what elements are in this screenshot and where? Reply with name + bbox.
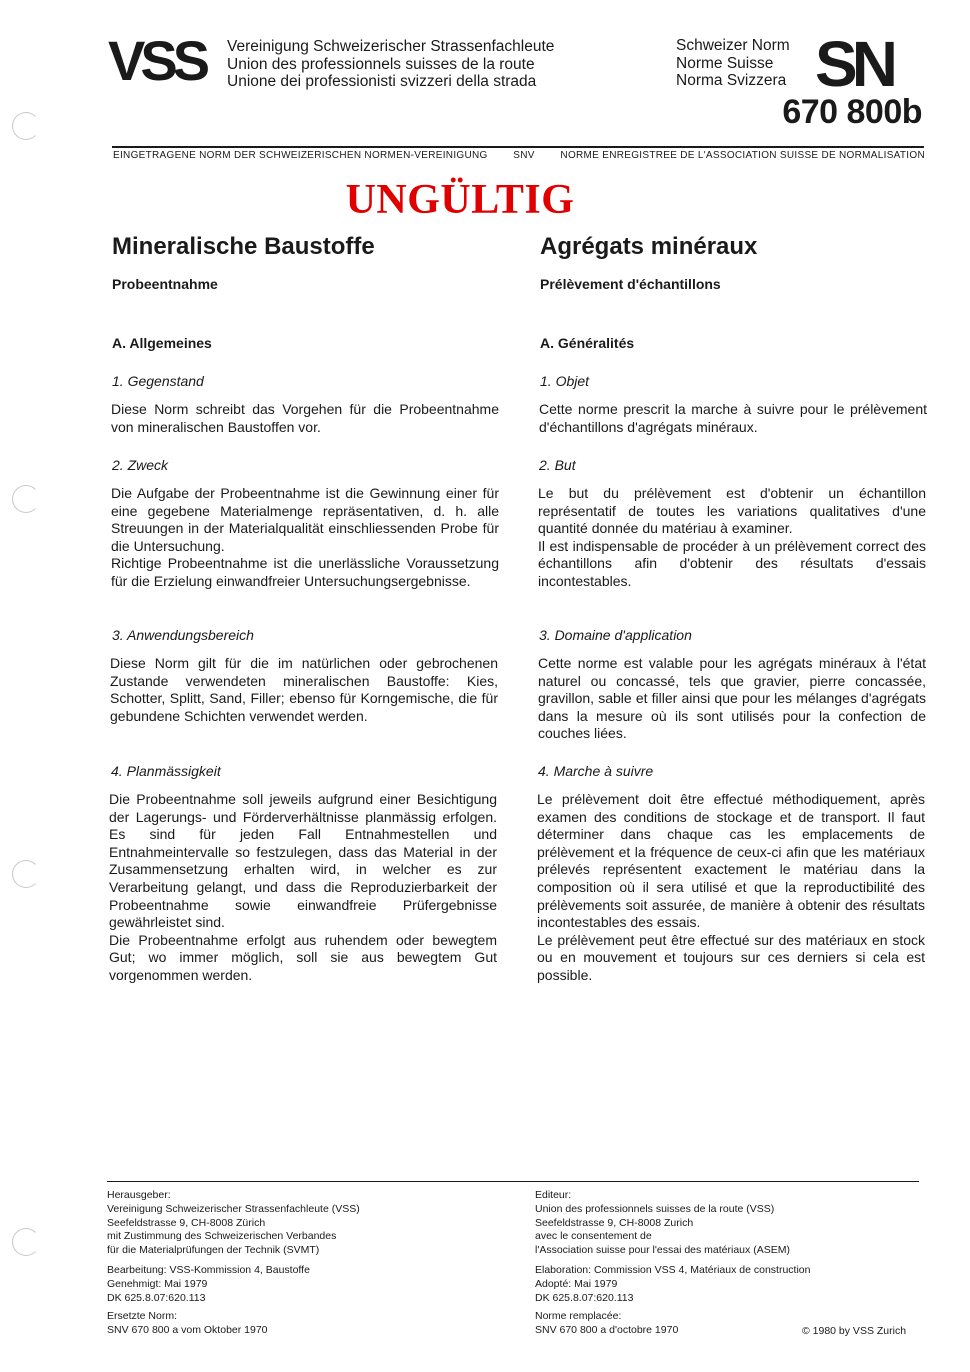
subtitle-de: Probeentnahme (112, 276, 218, 292)
title-de: Mineralische Baustoffe (112, 233, 375, 260)
invalid-stamp: UNGÜLTIG (345, 177, 575, 223)
vss-logo (108, 34, 220, 91)
paragraph-text: Cette norme est valable pour les agrégats minéraux à l'état naturel ou concassé, tels que gravier, pierre concassée, gravillon, sable et filler ainsi que pour les mélanges d'agrégats dans la mesure où ils sont utilisés pour la confection de couches liées. (538, 655, 926, 742)
header-divider (112, 146, 924, 148)
footer-publisher-de (107, 1189, 467, 1258)
paragraph-text: Il est indispensable de procéder à un prélèvement correct des échantillons afin d'obtenir des résultats d'essais incontestables. (538, 537, 926, 589)
standard-label-fr: Norme Suisse (676, 54, 774, 72)
paragraph-marche (537, 791, 925, 985)
punch-hole (12, 860, 40, 888)
sn-logo (815, 36, 927, 95)
footer-line: Herausgeber: (107, 1189, 171, 1201)
heading-domaine: 3. Domaine d'application (539, 627, 692, 643)
footer-replaced-de (107, 1310, 467, 1338)
heading-but: 2. But (539, 457, 576, 473)
subtitle-fr: Prélèvement d'échantillons (540, 276, 721, 292)
footer-work-fr (535, 1264, 895, 1305)
paragraph-text: Diese Norm schreibt das Vorgehen für die Probeentnahme von mineralischen Baustoffen vor. (111, 401, 499, 435)
footer-line: Union des professionnels suisses de la route (VSS) (535, 1202, 775, 1215)
footer-line: Elaboration: Commission VSS 4, Matériaux de construction (535, 1264, 811, 1276)
footer-line: DK 625.8.07:620.113 (535, 1291, 634, 1304)
registration-fr: NORME ENREGISTREE DE L'ASSOCIATION SUISSE DE NORMALISATION (560, 150, 925, 161)
paragraph-zweck (111, 485, 499, 591)
paragraph-but (538, 485, 926, 591)
footer-line: SNV 670 800 a d'octobre 1970 (535, 1323, 679, 1336)
punch-hole (12, 485, 40, 513)
punch-hole (12, 112, 40, 140)
standard-label-it: Norma Svizzera (676, 72, 787, 89)
paragraph-text: Die Aufgabe der Probeentnahme ist die Gewinnung einer für eine gegebene Materialmenge repräsentativen, d. h. alle Streuungen in der Materialqualität einschliessenden Probe für die Untersuchung. (111, 485, 499, 554)
footer-line: DK 625.8.07:620.113 (107, 1291, 206, 1304)
svg-text:SN: SN (815, 36, 892, 90)
heading-zweck: 2. Zweck (112, 457, 169, 473)
paragraph-text: Richtige Probeentnahme ist die unerlässliche Voraussetzung für die Erzielung einwandfreier Untersuchungsergebnisse. (111, 555, 499, 589)
paragraph-text: Le prélèvement peut être effectué sur des matériaux en stock ou en mouvement et toujours sur ces derniers si cela est possible. (537, 931, 925, 983)
org-line-fr: Union des professionnels suisses de la route (227, 55, 535, 73)
footer-publisher-fr (535, 1189, 895, 1258)
svg-text:VSS: VSS (108, 34, 206, 86)
paragraph-text: Le but du prélèvement est d'obtenir un échantillon représentatif de toutes les variations qualitatives d'une quantité donnée du matériau à examiner. (538, 485, 926, 537)
footer-line: für die Materialprüfungen der Technik (SVMT) (107, 1244, 320, 1257)
footer-line: Genehmigt: Mai 1979 (107, 1277, 208, 1290)
heading-anwendungsbereich: 3. Anwendungsbereich (112, 627, 254, 643)
footer-line: mit Zustimmung des Schweizerischen Verbandes (107, 1230, 337, 1243)
footer-line: Adopté: Mai 1979 (535, 1277, 618, 1290)
heading-gegenstand: 1. Gegenstand (112, 373, 204, 389)
paragraph-text: Cette norme prescrit la marche à suivre pour le prélèvement d'échantillons d'agrégats minéraux. (539, 401, 927, 435)
footer-line: Vereinigung Schweizerischer Strassenfachleute (VSS) (107, 1202, 360, 1215)
paragraph-gegenstand (111, 401, 499, 436)
footer-line: Norme remplacée: (535, 1310, 622, 1322)
paragraph-text: Die Probeentnahme soll jeweils aufgrund einer Besichtigung der Lagerungs- und Förderverhältnisse planmässig erfolgen. Es sind für jeden Fall Entnahmestellen und Entnahmeintervalle so festzulegen, dass das Material in der Zusammensetzung erhalten wird, in welcher es zur Verarbeitung gelangt, und dass die Reproduzierbarkeit der Probeentnahme sowie einwandfreie Prüfergebnisse gewährleistet sind. (109, 791, 497, 931)
footer-work-de (107, 1264, 467, 1305)
paragraph-objet (539, 401, 927, 436)
section-heading-fr: A. Généralités (540, 335, 635, 351)
title-fr: Agrégats minéraux (540, 233, 758, 260)
footer-line: Seefeldstrasse 9, CH-8008 Zurich (535, 1216, 694, 1229)
footer-line: Seefeldstrasse 9, CH-8008 Zürich (107, 1216, 266, 1229)
registration-de: EINGETRAGENE NORM DER SCHWEIZERISCHEN NORMEN-VEREINIGUNG (113, 150, 488, 161)
standard-label (676, 37, 790, 90)
footer-divider (107, 1181, 919, 1182)
heading-planmaessigkeit: 4. Planmässigkeit (111, 763, 221, 779)
footer-line: avec le consentement de (535, 1230, 652, 1243)
punch-hole (12, 1228, 40, 1256)
footer-line: SNV 670 800 a vom Oktober 1970 (107, 1323, 268, 1336)
copyright-notice: © 1980 by VSS Zurich (802, 1325, 907, 1337)
footer-line: Editeur: (535, 1189, 572, 1201)
standard-label-de: Schweizer Norm (676, 37, 790, 54)
paragraph-text: Le prélèvement doit être effectué méthodiquement, après examen des conditions de stockage et de transport. Il faut déterminer dans chaque cas les emplacements de prélèvement et la fréquence de ceux-ci afin que les matériaux prélevés représentent exactement le matériau dans la composition où il sera utilisé et que la reproductibilité des prélèvements soit assurée, de manière à obtenir des résultats incontestables des essais. (537, 791, 925, 931)
paragraph-planmaessigkeit (109, 791, 497, 985)
paragraph-domaine (538, 655, 926, 743)
footer-line: Ersetzte Norm: (107, 1310, 178, 1322)
footer-line: l'Association suisse pour l'essai des matériaux (ASEM) (535, 1244, 790, 1257)
organization-name (227, 38, 554, 91)
heading-marche: 4. Marche à suivre (538, 763, 654, 779)
org-line-de: Vereinigung Schweizerischer Strassenfachleute (227, 38, 555, 55)
heading-objet: 1. Objet (540, 373, 590, 389)
paragraph-anwendungsbereich (110, 655, 498, 725)
footer-line: Bearbeitung: VSS-Kommission 4, Baustoffe (107, 1264, 310, 1276)
org-line-it: Unione dei professionisti svizzeri della strada (227, 73, 537, 90)
registration-line (113, 150, 925, 161)
paragraph-text: Diese Norm gilt für die im natürlichen oder gebrochenen Zustande verwendeten mineralischen Baustoffe: Kies, Schotter, Splitt, Sand, Filler; ebenso für Korngemische, die für gebundene Schichten verwendet werden. (110, 655, 498, 724)
section-heading-de: A. Allgemeines (112, 335, 212, 351)
paragraph-text: Die Probeentnahme erfolgt aus ruhendem oder bewegtem Gut; wo immer möglich, soll sie aus bewegtem Gut vorgenommen werden. (109, 931, 497, 983)
registration-snv: SNV (513, 150, 535, 161)
standard-number: 670 800b (782, 93, 922, 131)
